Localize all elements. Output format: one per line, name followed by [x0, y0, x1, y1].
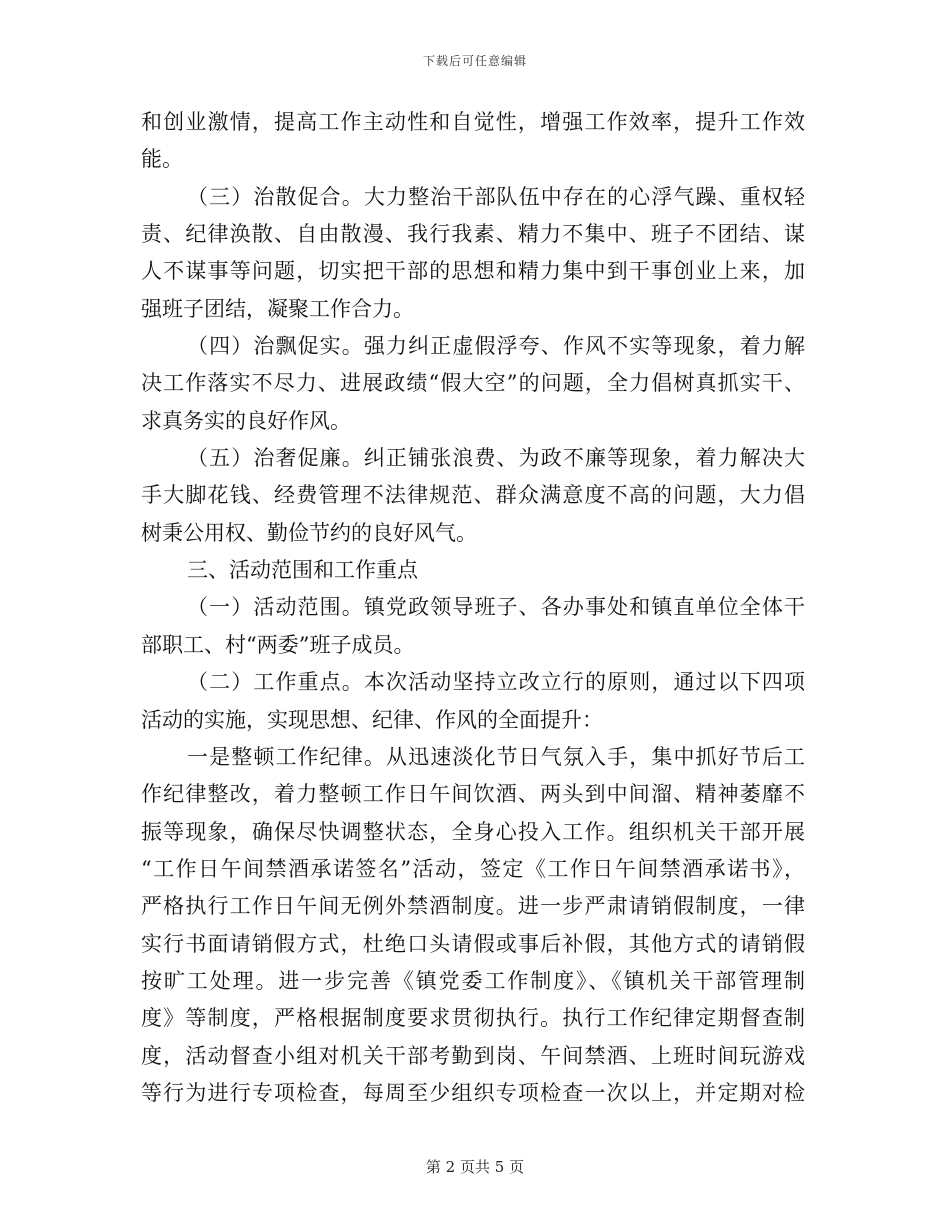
text-line: 度，活动督查小组对机关干部考勤到岗、午间禁酒、上班时间玩游戏: [141, 1043, 805, 1068]
text-line: 等行为进行专项检查，每周至少组织专项检查一次以上，并定期对检: [141, 1080, 805, 1105]
text-line: 能。: [141, 147, 183, 172]
text-line: （五）治奢促廉。纠正铺张浪费、为政不廉等现象，着力解决大: [187, 446, 805, 471]
text-line: 振等现象，确保尽快调整状态，全身心投入工作。组织机关干部开展: [141, 819, 805, 844]
text-line: 人不谋事等问题，切实把干部的思想和精力集中到干事创业上来，加: [141, 259, 805, 284]
text-line: （三）治散促合。大力整治干部队伍中存在的心浮气躁、重权轻: [187, 184, 805, 209]
text-line: 作纪律整改，着力整顿工作日午间饮酒、两头到中间溜、精神萎靡不: [141, 782, 805, 807]
text-line: 严格执行工作日午间无例外禁酒制度。进一步严肃请销假制度，一律: [141, 894, 805, 919]
text-line: 决工作落实不尽力、进展政绩“假大空”的问题，全力倡树真抓实干、: [141, 371, 805, 396]
text-line: 强班子团结，凝聚工作合力。: [141, 296, 414, 321]
page-number: 第 2 页共 5 页: [425, 1158, 525, 1176]
document-body: [141, 104, 805, 1112]
text-line: （一）活动范围。镇党政领导班子、各办事处和镇直单位全体干: [187, 595, 805, 620]
text-line: 手大脚花钱、经费管理不法律规范、群众满意度不高的问题，大力倡: [141, 483, 805, 508]
text-line: 一是整顿工作纪律。从迅速淡化节日气氛入手，集中抓好节后工: [187, 744, 805, 769]
text-line: 责、纪律涣散、自由散漫、我行我素、精力不集中、班子不团结、谋: [141, 222, 805, 247]
text-line: 和创业激情，提高工作主动性和自觉性，增强工作效率，提升工作效: [141, 110, 805, 134]
page-header: 下载后可任意编辑: [422, 54, 527, 68]
text-line: “工作日午间禁酒承诺签名”活动，签定《工作日午间禁酒承诺书》，: [141, 856, 805, 881]
text-line: 部职工、村“两委”班子成员。: [141, 632, 415, 657]
text-line: 实行书面请销假方式，杜绝口头请假或事后补假，其他方式的请销假: [141, 931, 805, 956]
text-line: 求真务实的良好作风。: [141, 408, 351, 433]
text-line: 度》等制度，严格根据制度要求贯彻执行。执行工作纪律定期督查制: [141, 1006, 805, 1031]
text-line: 活动的实施，实现思想、纪律、作风的全面提升：: [141, 707, 603, 732]
text-line: （二）工作重点。本次活动坚持立改立行的原则，通过以下四项: [187, 670, 805, 695]
section-heading: 三、活动范围和工作重点: [187, 558, 418, 583]
text-line: （四）治飘促实。强力纠正虚假浮夸、作风不实等现象，着力解: [187, 334, 805, 359]
text-line: 树秉公用权、勤俭节约的良好风气。: [141, 520, 477, 545]
text-line: 按旷工处理。进一步完善《镇党委工作制度》、《镇机关干部管理制: [141, 968, 805, 993]
